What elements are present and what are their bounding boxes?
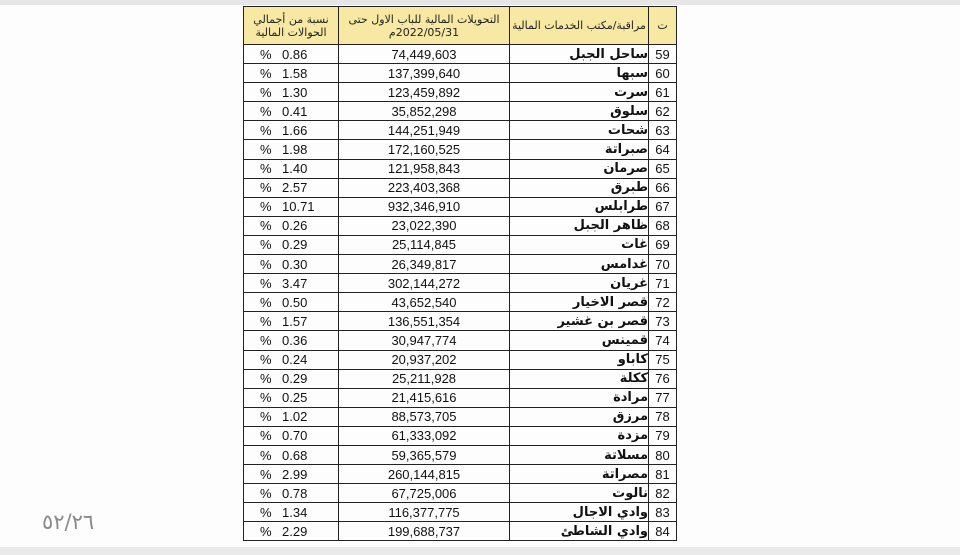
percent-sign: % bbox=[260, 199, 272, 215]
amount-cell: 199,688,737 bbox=[339, 522, 510, 541]
index-cell: 69 bbox=[649, 235, 677, 254]
office-name-cell: مسلاتة bbox=[510, 445, 649, 464]
amount-cell: 67,725,006 bbox=[339, 484, 510, 503]
index-cell: 62 bbox=[649, 102, 677, 121]
percent-value: 0.36 bbox=[282, 332, 308, 348]
office-name-cell: طبرق bbox=[510, 178, 649, 197]
amount-cell: 74,449,603 bbox=[339, 45, 510, 64]
percent-sign: % bbox=[260, 428, 272, 444]
percent-sign: % bbox=[260, 103, 272, 119]
percent-cell bbox=[244, 465, 339, 484]
office-name-cell: ظاهر الجبل bbox=[510, 216, 649, 235]
table-row bbox=[244, 197, 677, 216]
index-cell: 68 bbox=[649, 216, 677, 235]
transfers-table bbox=[243, 6, 677, 541]
percent-sign: % bbox=[260, 371, 272, 387]
percent-sign: % bbox=[260, 84, 272, 100]
percent-sign: % bbox=[260, 466, 272, 482]
percent-cell bbox=[244, 216, 339, 235]
amount-cell: 121,958,843 bbox=[339, 159, 510, 178]
table-row bbox=[244, 83, 677, 102]
percent-value: 2.99 bbox=[282, 466, 308, 482]
percent-value: 0.68 bbox=[282, 447, 308, 463]
percent-value: 10.71 bbox=[282, 199, 315, 215]
percent-value: 2.57 bbox=[282, 180, 308, 196]
index-cell: 82 bbox=[649, 484, 677, 503]
percent-value: 1.98 bbox=[282, 142, 308, 158]
table-row bbox=[244, 388, 677, 407]
table-row bbox=[244, 426, 677, 445]
index-cell: 81 bbox=[649, 465, 677, 484]
office-name-cell: قمينس bbox=[510, 331, 649, 350]
percent-cell bbox=[244, 45, 339, 64]
percent-value: 0.29 bbox=[282, 237, 308, 253]
percent-cell bbox=[244, 64, 339, 83]
percent-value: 3.47 bbox=[282, 275, 308, 291]
percent-sign: % bbox=[260, 46, 272, 62]
table-row bbox=[244, 503, 677, 522]
table-row bbox=[244, 331, 677, 350]
amount-cell: 223,403,368 bbox=[339, 178, 510, 197]
office-name-cell: قصر بن غشير bbox=[510, 312, 649, 331]
index-cell: 80 bbox=[649, 445, 677, 464]
index-cell: 70 bbox=[649, 255, 677, 274]
percent-value: 0.30 bbox=[282, 256, 308, 272]
percent-sign: % bbox=[260, 390, 272, 406]
office-name-cell: وادي الاجال bbox=[510, 503, 649, 522]
amount-cell: 116,377,775 bbox=[339, 503, 510, 522]
index-cell: 64 bbox=[649, 140, 677, 159]
percent-cell bbox=[244, 293, 339, 312]
percent-value: 0.26 bbox=[282, 218, 308, 234]
percent-sign: % bbox=[260, 523, 272, 539]
index-cell: 84 bbox=[649, 522, 677, 541]
percent-sign: % bbox=[260, 256, 272, 272]
index-cell: 74 bbox=[649, 331, 677, 350]
amount-cell: 23,022,390 bbox=[339, 216, 510, 235]
percent-sign: % bbox=[260, 142, 272, 158]
percent-cell bbox=[244, 83, 339, 102]
index-cell: 63 bbox=[649, 121, 677, 140]
percent-sign: % bbox=[260, 122, 272, 138]
index-cell: 59 bbox=[649, 45, 677, 64]
percent-cell bbox=[244, 369, 339, 388]
percent-sign: % bbox=[260, 313, 272, 329]
percent-cell bbox=[244, 522, 339, 541]
percent-cell bbox=[244, 121, 339, 140]
header-amount: التحويلات المالية للباب الاول حتى 2022/05/31م bbox=[339, 7, 510, 45]
amount-cell: 26,349,817 bbox=[339, 255, 510, 274]
table-row bbox=[244, 274, 677, 293]
index-cell: 78 bbox=[649, 407, 677, 426]
office-name-cell: كاباو bbox=[510, 350, 649, 369]
table-row bbox=[244, 216, 677, 235]
percent-cell bbox=[244, 102, 339, 121]
percent-value: 0.25 bbox=[282, 390, 308, 406]
percent-sign: % bbox=[260, 65, 272, 81]
office-name-cell: غريان bbox=[510, 274, 649, 293]
amount-cell: 43,652,540 bbox=[339, 293, 510, 312]
table-row bbox=[244, 465, 677, 484]
table-row bbox=[244, 369, 677, 388]
office-name-cell: وادي الشاطئ bbox=[510, 522, 649, 541]
percent-cell bbox=[244, 178, 339, 197]
amount-cell: 61,333,092 bbox=[339, 426, 510, 445]
percent-cell bbox=[244, 503, 339, 522]
index-cell: 75 bbox=[649, 350, 677, 369]
amount-cell: 59,365,579 bbox=[339, 445, 510, 464]
percent-value: 2.29 bbox=[282, 523, 308, 539]
office-name-cell: سبها bbox=[510, 64, 649, 83]
bottom-border bbox=[0, 547, 960, 555]
index-cell: 73 bbox=[649, 312, 677, 331]
percent-value: 0.70 bbox=[282, 428, 308, 444]
office-name-cell: سلوق bbox=[510, 102, 649, 121]
percent-sign: % bbox=[260, 161, 272, 177]
percent-cell bbox=[244, 140, 339, 159]
amount-cell: 30,947,774 bbox=[339, 331, 510, 350]
percent-value: 0.50 bbox=[282, 294, 308, 310]
percent-sign: % bbox=[260, 218, 272, 234]
percent-cell bbox=[244, 159, 339, 178]
percent-value: 1.57 bbox=[282, 313, 308, 329]
page-number: ٥٢/٢٦ bbox=[42, 510, 95, 534]
office-name-cell: نالوت bbox=[510, 484, 649, 503]
header-index: ت bbox=[649, 7, 677, 45]
table-row bbox=[244, 522, 677, 541]
amount-cell: 35,852,298 bbox=[339, 102, 510, 121]
table-row bbox=[244, 484, 677, 503]
office-name-cell: مرزق bbox=[510, 407, 649, 426]
percent-cell bbox=[244, 407, 339, 426]
office-name-cell: صبراتة bbox=[510, 140, 649, 159]
percent-sign: % bbox=[260, 352, 272, 368]
percent-value: 1.40 bbox=[282, 161, 308, 177]
table-body bbox=[244, 45, 677, 541]
percent-cell bbox=[244, 484, 339, 503]
index-cell: 76 bbox=[649, 369, 677, 388]
percent-value: 1.66 bbox=[282, 122, 308, 138]
amount-cell: 123,459,892 bbox=[339, 83, 510, 102]
percent-cell bbox=[244, 197, 339, 216]
amount-cell: 25,114,845 bbox=[339, 235, 510, 254]
index-cell: 66 bbox=[649, 178, 677, 197]
top-border bbox=[0, 0, 960, 5]
amount-cell: 302,144,272 bbox=[339, 274, 510, 293]
amount-cell: 932,346,910 bbox=[339, 197, 510, 216]
percent-cell bbox=[244, 331, 339, 350]
percent-sign: % bbox=[260, 275, 272, 291]
percent-value: 0.78 bbox=[282, 485, 308, 501]
office-name-cell: مرادة bbox=[510, 388, 649, 407]
office-name-cell: غدامس bbox=[510, 255, 649, 274]
percent-value: 1.58 bbox=[282, 65, 308, 81]
percent-cell bbox=[244, 445, 339, 464]
amount-cell: 144,251,949 bbox=[339, 121, 510, 140]
office-name-cell: مزدة bbox=[510, 426, 649, 445]
index-cell: 67 bbox=[649, 197, 677, 216]
index-cell: 77 bbox=[649, 388, 677, 407]
index-cell: 65 bbox=[649, 159, 677, 178]
header-percent: نسبة من أجمالي الحوالات المالية bbox=[244, 7, 339, 45]
percent-value: 1.02 bbox=[282, 409, 308, 425]
table-row bbox=[244, 312, 677, 331]
amount-cell: 88,573,705 bbox=[339, 407, 510, 426]
table-row bbox=[244, 159, 677, 178]
index-cell: 71 bbox=[649, 274, 677, 293]
amount-cell: 21,415,616 bbox=[339, 388, 510, 407]
table-row bbox=[244, 102, 677, 121]
office-name-cell: قصر الاخيار bbox=[510, 293, 649, 312]
office-name-cell: طرابلس bbox=[510, 197, 649, 216]
table-row bbox=[244, 235, 677, 254]
percent-value: 0.86 bbox=[282, 46, 308, 62]
table-row bbox=[244, 64, 677, 83]
table-header-row bbox=[244, 7, 677, 45]
table-row bbox=[244, 293, 677, 312]
percent-value: 0.29 bbox=[282, 371, 308, 387]
office-name-cell: سرت bbox=[510, 83, 649, 102]
percent-sign: % bbox=[260, 447, 272, 463]
percent-cell bbox=[244, 312, 339, 331]
percent-cell bbox=[244, 255, 339, 274]
amount-cell: 20,937,202 bbox=[339, 350, 510, 369]
table-row bbox=[244, 121, 677, 140]
percent-cell bbox=[244, 426, 339, 445]
percent-cell bbox=[244, 388, 339, 407]
amount-cell: 136,551,354 bbox=[339, 312, 510, 331]
index-cell: 60 bbox=[649, 64, 677, 83]
table-row bbox=[244, 255, 677, 274]
office-name-cell: شحات bbox=[510, 121, 649, 140]
percent-value: 1.34 bbox=[282, 504, 308, 520]
amount-cell: 172,160,525 bbox=[339, 140, 510, 159]
amount-cell: 137,399,640 bbox=[339, 64, 510, 83]
table-row bbox=[244, 350, 677, 369]
table-row bbox=[244, 45, 677, 64]
amount-cell: 25,211,928 bbox=[339, 369, 510, 388]
table-row bbox=[244, 445, 677, 464]
percent-sign: % bbox=[260, 237, 272, 253]
percent-cell bbox=[244, 350, 339, 369]
percent-value: 0.24 bbox=[282, 352, 308, 368]
index-cell: 72 bbox=[649, 293, 677, 312]
office-name-cell: مصراتة bbox=[510, 465, 649, 484]
amount-cell: 260,144,815 bbox=[339, 465, 510, 484]
office-name-cell: صرمان bbox=[510, 159, 649, 178]
percent-value: 0.41 bbox=[282, 103, 308, 119]
percent-sign: % bbox=[260, 504, 272, 520]
percent-sign: % bbox=[260, 409, 272, 425]
index-cell: 83 bbox=[649, 503, 677, 522]
percent-sign: % bbox=[260, 485, 272, 501]
office-name-cell: ككلة bbox=[510, 369, 649, 388]
percent-cell bbox=[244, 274, 339, 293]
percent-value: 1.30 bbox=[282, 84, 308, 100]
percent-sign: % bbox=[260, 332, 272, 348]
index-cell: 79 bbox=[649, 426, 677, 445]
percent-sign: % bbox=[260, 294, 272, 310]
table-row bbox=[244, 407, 677, 426]
percent-sign: % bbox=[260, 180, 272, 196]
index-cell: 61 bbox=[649, 83, 677, 102]
header-office: مراقبة/مكتب الخدمات المالية bbox=[510, 7, 649, 45]
office-name-cell: غات bbox=[510, 235, 649, 254]
office-name-cell: ساحل الجبل bbox=[510, 45, 649, 64]
table-row bbox=[244, 140, 677, 159]
percent-cell bbox=[244, 235, 339, 254]
table-row bbox=[244, 178, 677, 197]
